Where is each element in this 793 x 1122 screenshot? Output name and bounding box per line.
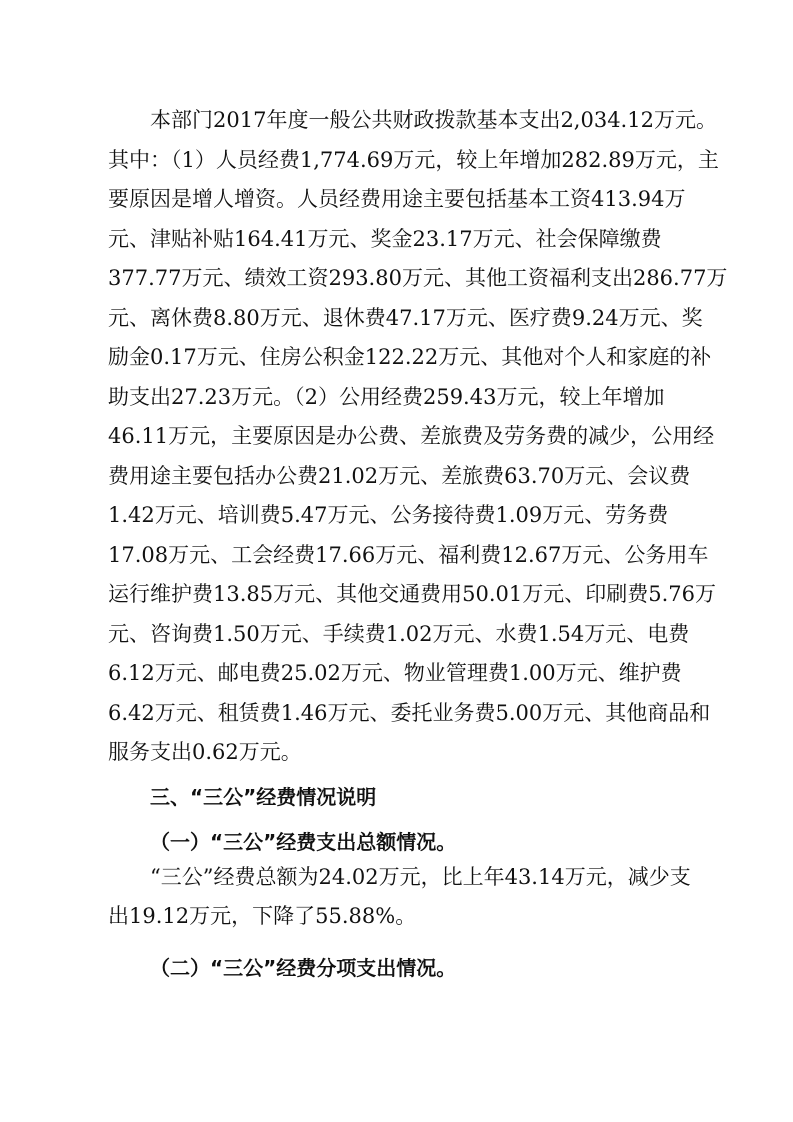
- paragraph-line: “三公”经费总额为24.02万元，比上年43.14万元，减少支: [150, 865, 691, 889]
- paragraph-line: 元、津贴补贴164.41万元、奖金23.17万元、社会保障缴费: [108, 227, 662, 251]
- subsection-1-heading: （一）“三公”经费支出总额情况。: [150, 830, 457, 854]
- paragraph-line: 服务支出0.62万元。: [108, 740, 302, 764]
- paragraph-line: 6.42万元、租赁费1.46万元、委托业务费5.00万元、其他商品和: [108, 701, 711, 725]
- paragraph-line: 1.42万元、培训费5.47万元、公务接待费1.09万元、劳务费: [108, 503, 669, 527]
- paragraph-line: 377.77万元、绩效工资293.80万元、其他工资福利支出286.77万: [108, 266, 728, 290]
- paragraph-line: 助支出27.23万元。（2）公用经费259.43万元，较上年增加: [108, 385, 665, 409]
- paragraph-line: 46.11万元，主要原因是办公费、差旅费及劳务费的减少，公用经: [108, 424, 715, 448]
- paragraph-line: 其中：（1）人员经费1,774.69万元，较上年增加282.89万元，主: [108, 148, 719, 172]
- paragraph-line: 要原因是增人增资。人员经费用途主要包括基本工资413.94万: [108, 187, 686, 211]
- paragraph-line: 励金0.17万元、住房公积金122.22万元、其他对个人和家庭的补: [108, 345, 712, 369]
- paragraph-line: 17.08万元、工会经费17.66万元、福利费12.67万元、公务用车: [108, 543, 709, 567]
- paragraph-line: 元、离休费8.80万元、退休费47.17万元、医疗费9.24万元、奖: [108, 306, 703, 330]
- paragraph-line: 6.12万元、邮电费25.02万元、物业管理费1.00万元、维护费: [108, 661, 682, 685]
- paragraph-line: 本部门2017年度一般公共财政拨款基本支出2,034.12万元。: [150, 108, 717, 132]
- section-3-heading: 三、“三公”经费情况说明: [150, 785, 377, 809]
- paragraph-line: 出19.12万元，下降了55.88%。: [108, 904, 417, 928]
- paragraph-line: 元、咨询费1.50万元、手续费1.02万元、水费1.54万元、电费: [108, 622, 690, 646]
- paragraph-line: 费用途主要包括办公费21.02万元、差旅费63.70万元、会议费: [108, 464, 691, 488]
- subsection-2-heading: （二）“三公”经费分项支出情况。: [150, 956, 457, 980]
- paragraph-line: 运行维护费13.85万元、其他交通费用50.01万元、印刷费5.76万: [108, 582, 716, 606]
